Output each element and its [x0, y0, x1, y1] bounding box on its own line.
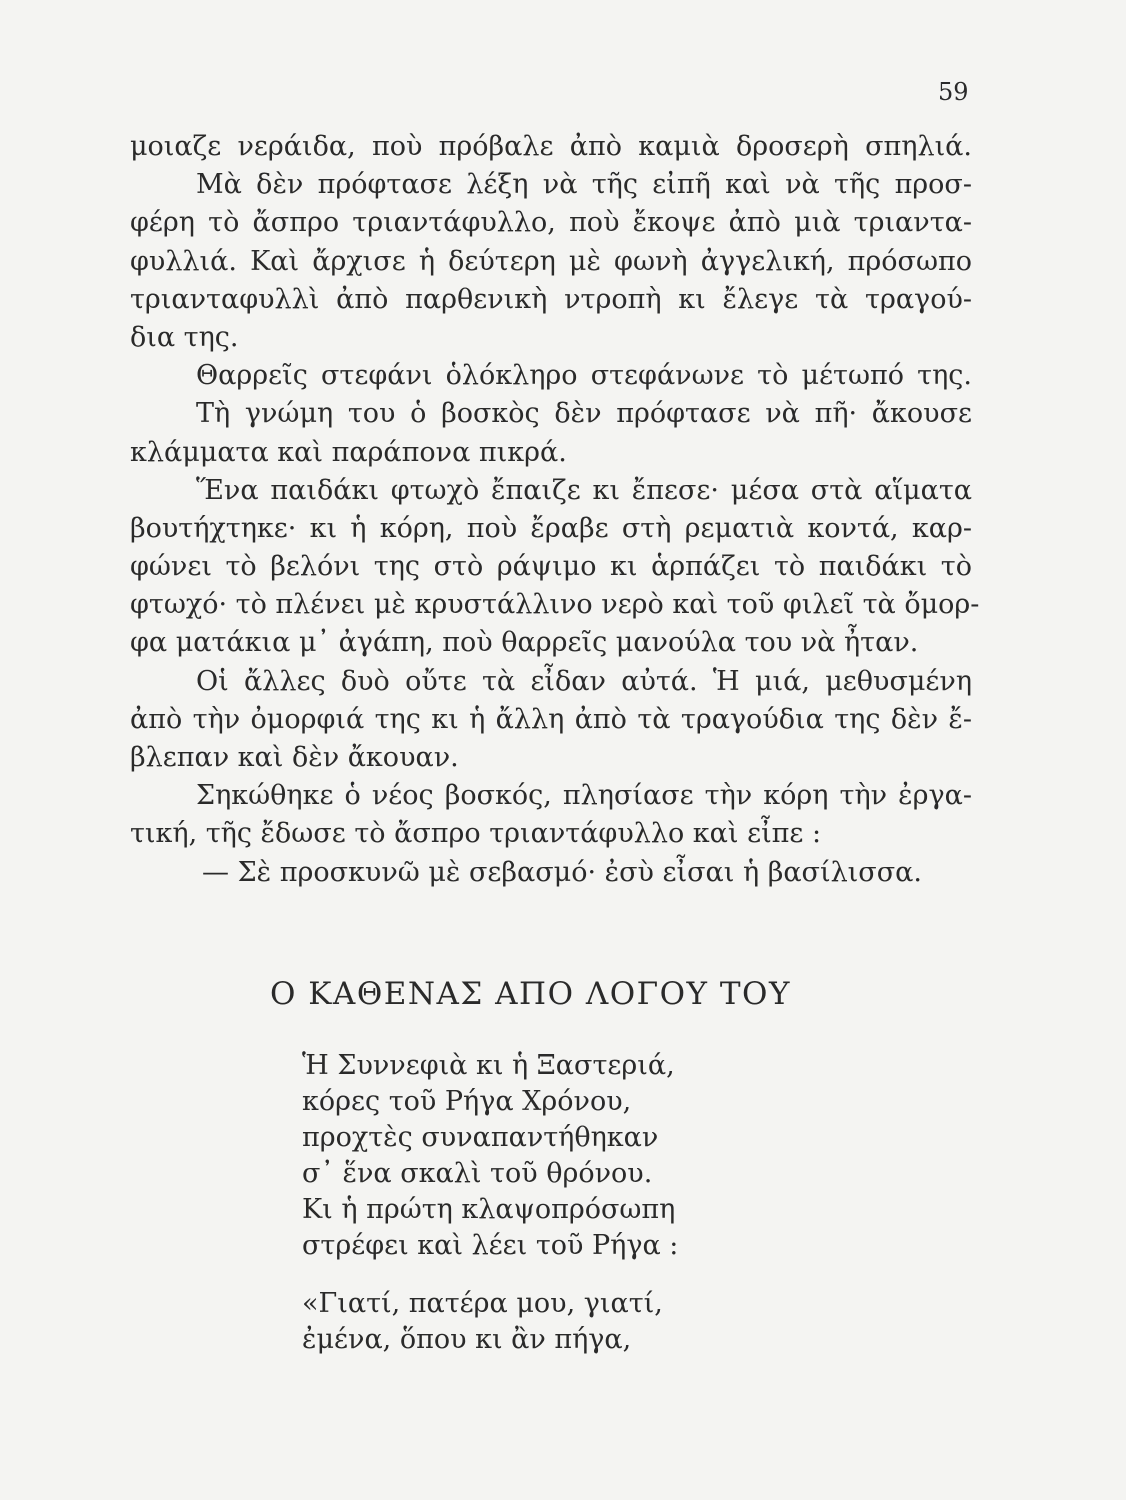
text-line: φα ματάκια μ᾿ ἀγάπη, ποὺ θαρρεῖς μανούλα του νὰ ἦταν.	[130, 627, 919, 659]
text-line: Μὰ δὲν πρόφτασε λέξη νὰ τῆς εἰπῆ καὶ νὰ τῆς προσ-	[196, 169, 972, 201]
verse-line: «Γιατί, πατέρα μου, γιατί,	[302, 1288, 663, 1319]
verse-line: προχτὲς συναπαντήθηκαν	[302, 1122, 659, 1153]
verse-line: Κι ἡ πρώτη κλαψοπρόσωπη	[302, 1194, 676, 1225]
prose-section	[130, 128, 980, 892]
text-line: φώνει τὸ βελόνι της στὸ ράψιμο κι ἁρπάζει τὸ παιδάκι τὸ	[130, 551, 972, 583]
text-line: τριανταφυλλὶ ἀπὸ παρθενικὴ ντροπὴ κι ἔλεγε τὰ τραγού-	[130, 283, 972, 315]
verse-line: στρέφει καὶ λέει τοῦ Ρήγα :	[302, 1230, 679, 1261]
text-line: δια της.	[130, 321, 239, 353]
text-line: φέρη τὸ ἄσπρο τριαντάφυλλο, ποὺ ἔκοψε ἀπὸ μιὰ τριαντα-	[130, 207, 972, 239]
poem-body	[302, 1048, 678, 1358]
text-line: ἀπὸ τὴν ὀμορφιά της κι ἡ ἄλλη ἀπὸ τὰ τραγούδια της δὲν ἔ-	[130, 703, 972, 735]
text-line: φυλλιά. Καὶ ἄρχισε ἡ δεύτερη μὲ φωνὴ ἀγγελική, πρόσωπο	[130, 245, 972, 277]
text-line: κλάμματα καὶ παράπονα πικρά.	[130, 436, 567, 468]
poem-title: Ο ΚΑΘΕΝΑΣ ΑΠΟ ΛΟΓΟΥ ΤΟΥ	[270, 976, 791, 1012]
text-line: Σηκώθηκε ὁ νέος βοσκός, πλησίασε τὴν κόρη τὴν ἐργα-	[196, 780, 972, 812]
text-line: Τὴ γνώμη του ὁ βοσκὸς δὲν πρόφτασε νὰ πῆ· ἄκουσε	[196, 398, 972, 430]
text-line: μοιαζε νεράιδα, ποὺ πρόβαλε ἀπὸ καμιὰ δροσερὴ σπηλιά.	[130, 131, 972, 162]
text-line: βλεπαν καὶ δὲν ἄκουαν.	[130, 742, 459, 773]
text-line: φτωχό· τὸ πλένει μὲ κρυστάλλινο νερὸ καὶ τοῦ φιλεῖ τὰ ὄμορ-	[130, 589, 980, 621]
verse-line: Ἡ Συννεφιὰ κι ἡ Ξαστεριά,	[302, 1050, 675, 1081]
text-line: Θαρρεῖς στεφάνι ὁλόκληρο στεφάνωνε τὸ μέτωπό της.	[196, 360, 972, 392]
text-line: Οἱ ἄλλες δυὸ οὔτε τὰ εἶδαν αὐτά. Ἡ μιά, μεθυσμένη	[196, 665, 972, 697]
dialogue-line: — Σὲ προσκυνῶ μὲ σεβασμό· ἐσὺ εἶσαι ἡ βασίλισσα.	[202, 856, 922, 888]
text-line: Ἕνα παιδάκι φτωχὸ ἔπαιζε κι ἔπεσε· μέσα στὰ αἵματα	[196, 474, 972, 506]
verse-line: σ᾿ ἕνα σκαλὶ τοῦ θρόνου.	[302, 1158, 653, 1189]
stanza-break	[302, 1264, 678, 1286]
verse-line: κόρες τοῦ Ρήγα Χρόνου,	[302, 1086, 632, 1117]
verse-line: ἐμένα, ὅπου κι ἂν πήγα,	[302, 1324, 632, 1355]
text-line: τική, τῆς ἔδωσε τὸ ἄσπρο τριαντάφυλλο καὶ εἶπε :	[130, 818, 822, 850]
page-number: 59	[938, 78, 969, 106]
text-line: βουτήχτηκε· κι ἡ κόρη, ποὺ ἔραβε στὴ ρεματιὰ κοντά, καρ-	[130, 512, 972, 544]
